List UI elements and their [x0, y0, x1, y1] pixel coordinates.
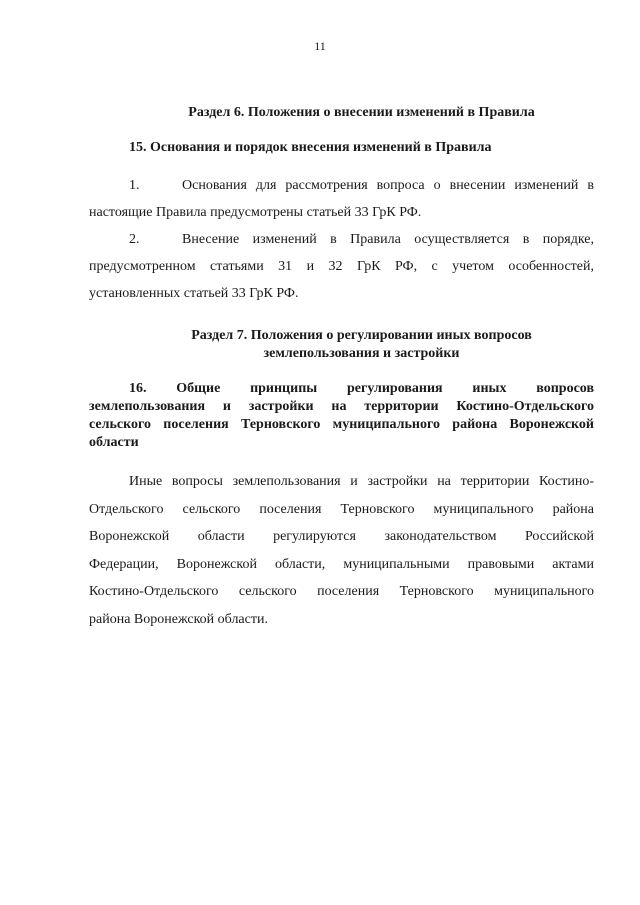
item-number: 1. — [129, 178, 140, 193]
body-line: Федерации, Воронежской области, муниципальными правовыми актами — [89, 556, 594, 572]
article-16-title-line: 16. Общие принципы регулирования иных вопросов — [129, 381, 594, 396]
section-7-title-line: Раздел 7. Положения о регулировании иных вопросов — [191, 328, 532, 343]
article-16-title — [89, 380, 594, 452]
article-15-item-2 — [89, 226, 594, 307]
body-line: Воронежской области регулируются законодательством Российской — [89, 529, 594, 544]
body-line: Костино-Отдельского сельского поселения Терновского муниципального — [89, 584, 594, 599]
body-line: района Воронежской области. — [89, 611, 268, 627]
section-7-title-line: землепользования и застройки — [263, 346, 460, 361]
section-7-title — [129, 327, 594, 363]
page-number: 11 — [314, 39, 326, 53]
body-line: Иные вопросы землепользования и застройки на территории Костино- — [129, 474, 594, 489]
document-content — [89, 104, 594, 633]
article-16-title-line: области — [89, 435, 139, 450]
article-15-item-1 — [89, 172, 594, 226]
item-text-line: Внесение изменений в Правила осуществляется в порядке, — [182, 232, 594, 247]
article-16-title-line: сельского поселения Терновского муниципального района Воронежской — [89, 417, 594, 432]
article-16-body — [89, 468, 594, 633]
item-text-line: Основания для рассмотрения вопроса о внесении изменений в — [182, 178, 594, 193]
body-line: Отдельского сельского поселения Терновского муниципального района — [89, 501, 594, 517]
item-number: 2. — [129, 232, 140, 247]
item-text-line: установленных статьей 33 ГрК РФ. — [89, 286, 299, 301]
article-16-title-line: землепользования и застройки на территории Костино-Отдельского — [89, 399, 594, 414]
section-6-title: Раздел 6. Положения о внесении изменений в Правила — [188, 105, 535, 120]
item-text-line: настоящие Правила предусмотрены статьей 33 ГрК РФ. — [89, 205, 422, 220]
article-15-title: 15. Основания и порядок внесения изменений в Правила — [129, 140, 492, 155]
item-text-line: предусмотренном статьями 31 и 32 ГрК РФ, с учетом особенностей, — [89, 259, 594, 274]
